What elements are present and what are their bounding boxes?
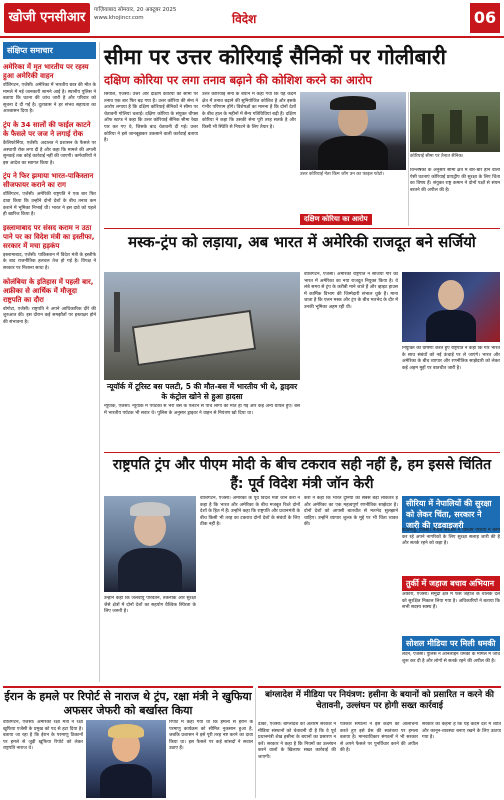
story4-body-col2: रिपोर्ट में कहा गया था कि हमलों से ईरान के परमाणु कार्यक्रम को सीमित नुकसान हुआ है, जबकि प्रशासन ने इसे पूरी तरह नष्ट करने का दावा किया था। इस फैसले पर कई सांसदों ने सवाल उठाए हैं। (169, 720, 253, 752)
brief-item (3, 278, 96, 327)
column-divider (255, 688, 256, 798)
masthead (0, 0, 504, 38)
story4-headline: ईरान के हमले पर रिपोर्ट से नाराज थे ट्रंप, रक्षा मंत्री ने खुफिया अफसर जेफरी को बर्खास्त किया (3, 686, 253, 718)
pole-shape (114, 292, 120, 352)
portrait-suit (426, 310, 476, 342)
right-story-body: लंदन, एजेंसी। पुलिस ने ऑनलाइन धमकी के मामले में जांच शुरू कर दी है और लोगों से सतर्क रहने की अपील की है। (402, 652, 500, 664)
column-divider (408, 92, 409, 226)
section-label: विदेश (232, 12, 257, 26)
story2-body-col1: वाशिंगटन, एजेंसी। अमेरिकी राष्ट्रपति ने सर्जियो गोर को भारत में अमेरिका का नया राजदूत नियुक्त किया है। वे लंबे समय से ट्रंप के करीबी माने जाते हैं और व्हाइट हाउस में कार्मिक विभाग की जिम्मेदारी संभाल चुके हैं। माना जाता है कि एलन मस्क और ट्रंप के बीच मतभेद के दौर में उनकी भूमिका अहम रही थी। (304, 272, 398, 310)
story1-photo-tag: दक्षिण कोरिया का आरोप (300, 214, 372, 225)
story1-inset-caption: कोरियाई सीमा पर तैनात सैनिक। (410, 154, 464, 159)
right-story-title: सोशल मीडिया पर मिली धमकी (402, 636, 500, 651)
right-story-body: अंकारा, एजेंसी। समुद्री क्षेत्र में फंसे जहाज के चालक दल को सुरक्षित निकाल लिया गया है। अधिकारियों ने बताया कि सभी सदस्य स्वस्थ हैं। (402, 592, 500, 611)
brief-item (3, 121, 96, 167)
story3-body-col0: उन्होंने कहा कि जलवायु परिवर्तन, तकनीक और सुरक्षा जैसे क्षेत्रों में दोनों देशों का सहयोग वैश्विक स्थिरता के लिए जरूरी है। (104, 596, 196, 615)
story5-headline: बांग्लादेश में मीडिया पर नियंत्रण: हसीना के बयानों को प्रसारित न करने की चेतावनी, उल्लंघन पर होगी सख्त कार्रवाई (258, 686, 501, 712)
kim-jong-un-photo (300, 92, 406, 170)
story5-body-col2: पत्रकार संगठनों ने इस कदम की आलोचना करते हुए इसे प्रेस की स्वतंत्रता पर हमला बताया है। मानवाधिकार संगठनों ने भी सरकार से अपने फैसले पर पुनर्विचार करने की अपील की है। (340, 722, 418, 754)
brief-body: कैलिफोर्निया, एजेंसी। अदालत ने प्रशासन के फैसले पर अस्थायी रोक लगा दी है और कहा कि मामले की अगली सुनवाई तक कोई कार्रवाई नहीं की जाएगी। कर्मचारियों ने इस आदेश का स्वागत किया है। (3, 140, 96, 166)
dateline (94, 6, 204, 22)
brief-body: इस्लामाबाद, एजेंसी। पाकिस्तान में विदेश मंत्री के इस्तीफे के बाद राजनीतिक हलचल तेज हो गई है। विपक्ष ने सरकार पर निशाना साधा है। (3, 252, 96, 271)
story1-headline: सीमा पर उत्तर कोरियाई सैनिकों पर गोलीबारी (104, 45, 446, 69)
brief-body: बोगोटा, एजेंसी। राष्ट्रपति ने अपने आधिकारिक दौरे की शुरुआत की। इस दौरान कई समझौतों पर हस्ताक्षर होने की संभावना है। (3, 306, 96, 325)
overturned-bus-shape (132, 310, 256, 366)
brief-title: इस्लामाबाद पर संसद कराम न उठा पाने पर का विदेश मंत्री का इस्तीफा, सरकार में मचा हड़कंप (3, 223, 95, 250)
right-story-title: तुर्की में जहाज बचाव अभियान (402, 576, 500, 591)
left-column-briefs (3, 42, 100, 682)
brief-item (3, 224, 96, 273)
story3-body-col2: केरी ने कहा कि भारत दुनिया का सबसे बड़ा लोकतंत्र है और अमेरिका का एक महत्वपूर्ण रणनीतिक साझेदार है। दोनों देशों को आपसी बातचीत से मतभेद सुलझाने चाहिए। उन्होंने व्यापार शुल्क के मुद्दे पर भी चिंता व्यक्त की। (304, 496, 398, 528)
right-story-body: काठमांडू, एजेंसी। नेपाल सरकार ने पश्चिम एशिया में काम कर रहे अपने नागरिकों के लिए सुरक्षा सलाह जारी की है और सतर्क रहने को कहा है। (402, 528, 500, 547)
brief-item (3, 63, 96, 116)
soldiers-photo (410, 92, 500, 152)
right-story-title: सीरिया में नेपालियों की सुरक्षा को लेकर चिंता, सरकार ने जारी की एडवाइजरी (402, 496, 500, 533)
bus-crash-body: न्यूयॉर्क, एजेंसी। न्यूयॉर्क में पर्यटकों से भरी बस के पलटने से पांच लोगों की मौत हो गई और कई अन्य घायल हुए। बस में भारतीय पर्यटक भी सवार थे। पुलिस के अनुसार ड्राइवर ने वाहन से नियंत्रण खो दिया था। (104, 404, 300, 416)
brief-title: ट्रंप ने फिर झमाया भारत-पाकिस्तान सीजफायर कराने का राग (3, 172, 94, 190)
story2-body-col2: नियुक्ति की घोषणा करते हुए राष्ट्रपति ने कहा कि गोर भारत के साथ संबंधों को नई ऊंचाई पर ले जाएंगे। भारत और अमेरिका के बीच व्यापार और रणनीतिक साझेदारी को लेकर कई अहम मुद्दों पर बातचीत जारी है। (402, 346, 500, 371)
story5-body-col1: ढाका, एजेंसी। बांग्लादेश की अंतरिम सरकार ने मीडिया संस्थानों को चेतावनी दी है कि वे पूर्व प्रधानमंत्री शेख हसीना के बयानों का प्रसारण न करें। सरकार ने कहा है कि नियमों का उल्लंघन करने वालों के खिलाफ सख्त कार्रवाई की जाएगी। (258, 722, 336, 760)
trump-photo (86, 720, 166, 798)
briefs-heading: संक्षिप्त समाचार (3, 42, 96, 59)
portrait-suit (318, 136, 388, 170)
story1-right-body: विश्लेषकों के अनुसार सीमा क्षेत्र में बार-बार होने वाली ऐसी घटनाएं कोरियाई प्रायद्वीप की सुरक्षा के लिए चिंता का विषय हैं। संयुक्त राष्ट्र कमान ने दोनों पक्षों से संयम बरतने की अपील की है। (410, 168, 500, 193)
story1-header (104, 44, 500, 88)
story3-headline: राष्ट्रपति ट्रंप और पीएम मोदी के बीच टकराव सही नहीं है, हम इससे चिंतित हैं: पूर्व विदेश मंत्री जॉन केरी (104, 452, 500, 494)
brief-body: वॉशिंगटन, एजेंसी। अमेरिका में भारतीय छात्र की मौत के मामले में नई जानकारी सामने आई है। स्थानीय पुलिस ने बताया कि घटना की जांच जारी है और परिवार को सूचना दे दी गई है। दूतावास ने हर संभव सहायता का आश्वासन दिया है। (3, 83, 96, 115)
portrait-suit (100, 764, 152, 798)
brief-item (3, 172, 96, 218)
portrait-face (438, 280, 464, 310)
story4-body-col1: वाशिंगटन, एजेंसी। अमेरिकी रक्षा मंत्री ने रक्षा खुफिया एजेंसी के प्रमुख को पद से हटा दिया है। बताया जा रहा है कि ईरान के परमाणु ठिकानों पर हमले से जुड़ी खुफिया रिपोर्ट को लेकर राष्ट्रपति नाराज थे। (3, 720, 83, 752)
brief-body: वॉशिंगटन, एजेंसी। अमेरिकी राष्ट्रपति ने एक बार फिर दावा किया कि उन्होंने दोनों देशों के बीच तनाव कम कराने में भूमिका निभाई थी। भारत ने इस दावे को पहले ही खारिज किया है। (3, 192, 96, 218)
story1-photo-caption: उत्तर कोरियाई नेता किम जोंग उन का फाइल फोटो। (300, 172, 385, 177)
brief-title: अमेरिका में मृत भारतीय पर रहस्य हुआ अमेरिकी वाहन (3, 63, 89, 80)
soldier-figure (450, 110, 462, 144)
newspaper-logo: खोजी एनसीआर (4, 3, 90, 33)
story5-body-col3: सरकार का कहना है कि यह कदम देश में शांति और कानून-व्यवस्था बनाए रखने के लिए उठाया गया है। (422, 722, 501, 741)
dateline-date: गाज़ियाबाद सोमवार, 20 अक्टूबर 2025 (94, 7, 177, 13)
story1-body-col1: सियोल, एजेंसी। उत्तर और दक्षिण कोरिया की सीमा पर तनाव एक बार फिर बढ़ गया है। उत्तर कोरिया की सेना ने आरोप लगाया है कि दक्षिण कोरियाई सैनिकों ने सीमा पर चेतावनी गोलियां चलाईं। दक्षिण कोरिया के संयुक्त चीफ्स ऑफ स्टाफ ने कहा कि उत्तर कोरियाई सैनिक सीमा रेखा पार कर गए थे, जिसके बाद चेतावनी दी गई। उत्तर कोरिया ने इसे जानबूझकर उकसाने वाली कार्रवाई बताया है। (104, 92, 198, 144)
portrait-suit (118, 548, 182, 592)
soldier-figure (422, 114, 434, 144)
story1-body-col2: उत्तर कोरियाई सेना के बयान में कहा गया कि यह कदम क्षेत्र में तनाव बढ़ाने की सुनियोजित कोशिश है और इसके गंभीर परिणाम होंगे। विशेषज्ञों का मानना है कि दोनों देशों के बीच हाल के महीनों में सैन्य गतिविधियां बढ़ी हैं। दक्षिण कोरिया ने कहा कि उसकी सेना पूरी तरह सतर्क है और किसी भी स्थिति से निपटने के लिए तैयार है। (202, 92, 296, 130)
dateline-web: www.khojincr.com (94, 15, 144, 21)
john-kerry-photo (104, 496, 196, 592)
sergio-gor-photo (402, 272, 500, 342)
story1-subhead: दक्षिण कोरिया पर लगा तनाव बढ़ाने की कोशिश करने का आरोप (104, 73, 372, 87)
brief-title: कोलंबिया के इतिहास में पहली बार, अफ्रीका से आर्थिक में मौजूदा राष्ट्रपति का दौरा (3, 277, 94, 304)
bus-crash-photo (104, 272, 300, 380)
portrait-hair (330, 96, 376, 110)
bus-crash-headline: न्यूयॉर्क में टूरिस्ट बस पलटी, 5 की मौत-बस में भारतीय भी थे, ड्राइवर के कंट्रोल खोने से हुआ हादसा (106, 382, 298, 401)
page-number: 06 (470, 3, 500, 33)
soldier-figure (476, 116, 488, 144)
portrait-hair (130, 502, 170, 516)
story3-body-col1: वाशिंगटन, एजेंसी। अमेरिका के पूर्व विदेश मंत्री जॉन केरी ने कहा है कि भारत और अमेरिका के बीच मजबूत रिश्ते दोनों देशों के हित में हैं। उन्होंने कहा कि राष्ट्रपति और प्रधानमंत्री के बीच किसी भी तरह का टकराव दोनों देशों के संबंधों के लिए ठीक नहीं है। (200, 496, 300, 528)
brief-title: ट्रंप के 34 सालों की फाईल काटने के फैसले पर जज ने लगाई रोक (3, 120, 91, 138)
portrait-hair (108, 724, 144, 738)
story2-headline: मस्क-ट्रंप को लड़ाया, अब भारत में अमेरिकी राजदूत बने सर्जियो (104, 228, 500, 252)
